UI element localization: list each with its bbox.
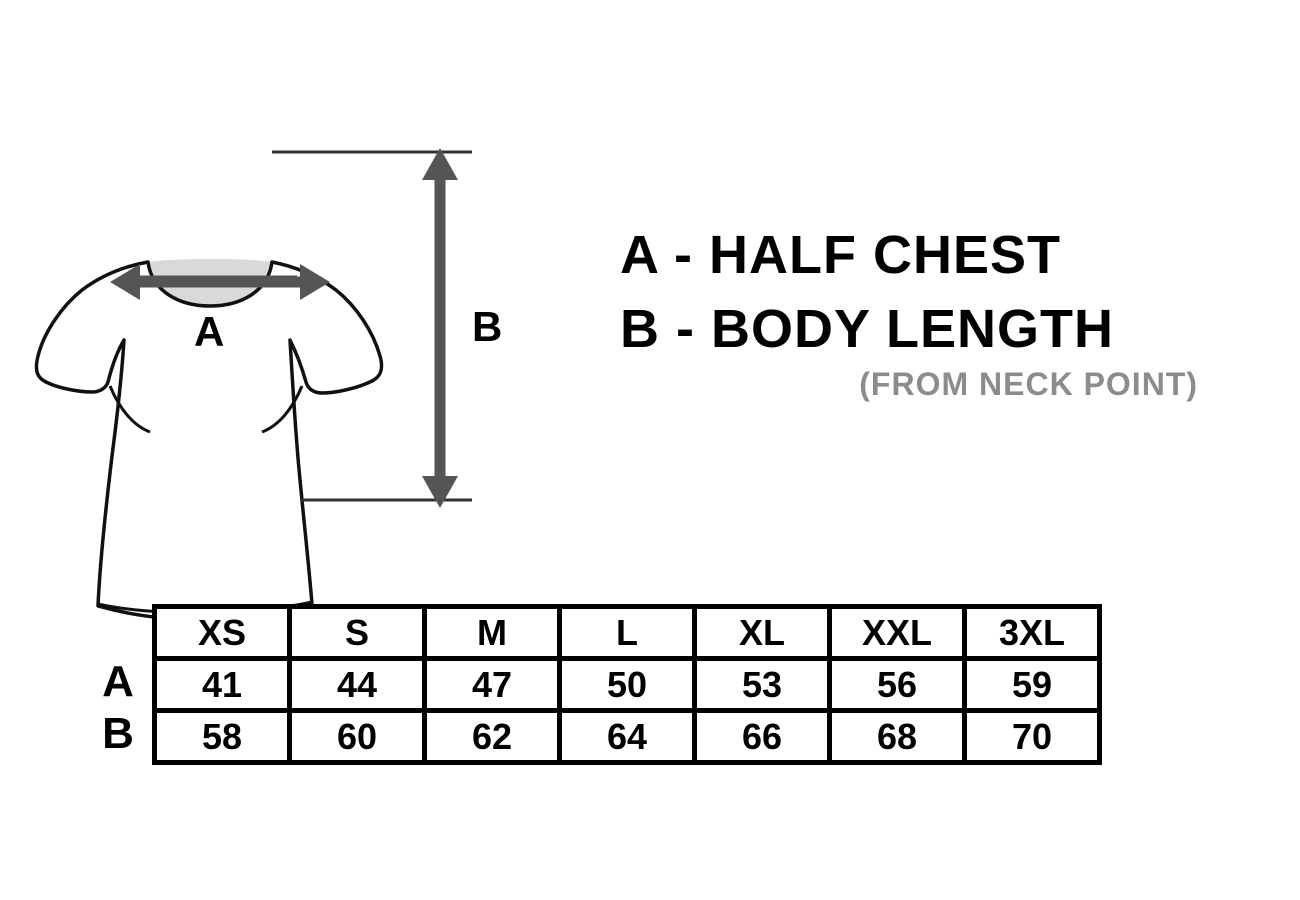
legend-body-length: B - BODY LENGTH xyxy=(620,299,1115,359)
table-row xyxy=(157,661,1097,708)
row-label-column xyxy=(90,604,146,765)
table-cell: 41 xyxy=(157,661,287,708)
table-cell: 64 xyxy=(562,713,692,760)
table-cell: 58 xyxy=(157,713,287,760)
table-cell: 66 xyxy=(697,713,827,760)
table-cell: 50 xyxy=(562,661,692,708)
table-cell: 53 xyxy=(697,661,827,708)
header-cell: L xyxy=(562,609,692,656)
legend-block xyxy=(620,225,1260,403)
size-grid xyxy=(152,604,1102,765)
table-row xyxy=(157,713,1097,760)
table-header-row xyxy=(157,609,1097,656)
row-label-a: A xyxy=(102,657,134,706)
size-table xyxy=(90,604,1102,765)
header-cell: XS xyxy=(157,609,287,656)
half-chest-arrow-icon xyxy=(110,252,330,312)
table-cell: 70 xyxy=(967,713,1097,760)
legend-subnote: (FROM NECK POINT) xyxy=(859,366,1198,402)
header-cell: S xyxy=(292,609,422,656)
row-label-b: B xyxy=(102,709,134,758)
body-length-arrow-icon xyxy=(410,148,470,508)
tshirt-diagram xyxy=(0,110,620,670)
header-cell: XXL xyxy=(832,609,962,656)
header-cell: M xyxy=(427,609,557,656)
table-cell: 56 xyxy=(832,661,962,708)
table-cell: 59 xyxy=(967,661,1097,708)
diagram-label-a: A xyxy=(194,308,225,355)
table-cell: 62 xyxy=(427,713,557,760)
legend-half-chest: A - HALF CHEST xyxy=(620,225,1061,285)
diagram-label-b: B xyxy=(472,303,503,350)
table-cell: 68 xyxy=(832,713,962,760)
header-cell: 3XL xyxy=(967,609,1097,656)
table-cell: 44 xyxy=(292,661,422,708)
table-cell: 47 xyxy=(427,661,557,708)
header-cell: XL xyxy=(697,609,827,656)
table-cell: 60 xyxy=(292,713,422,760)
